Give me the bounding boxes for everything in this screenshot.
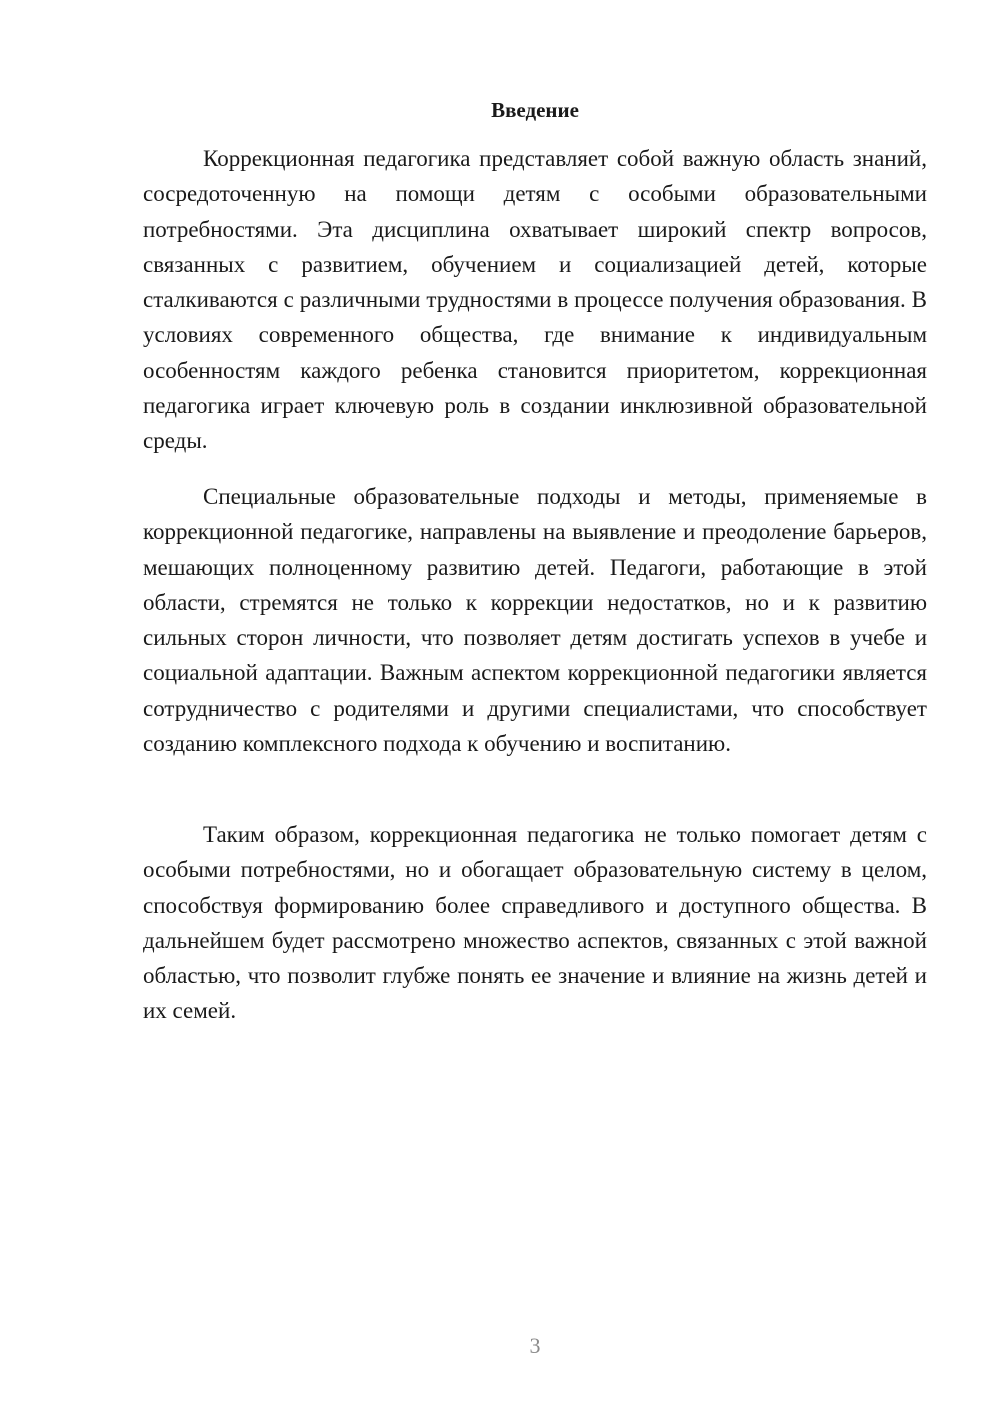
paragraph-methods: Специальные образовательные подходы и методы, применяемые в коррекционной педагогике, направлены на выявление и преодоление барьеров, мешающих полноценному развитию детей. Педагоги, работающие в этой области, стремятся не только к коррекции недостатков, но и к развитию сильных сторон личности, что позволяет детям достигать успехов в учебе и социальной адаптации. Важным аспектом коррекционной педагогики является сотрудничество с родителями и другими специалистами, что способствует созданию комплексного подхода к обучению и воспитанию. — [143, 484, 927, 757]
page-number: 3 — [529, 1333, 541, 1358]
paragraph-intro: Коррекционная педагогика представляет собой важную область знаний, сосредоточенную на помощи детям с особыми образовательными потребностями. Эта дисциплина охватывает широкий спектр вопросов, связанных с развитием, обучением и социализацией детей, которые сталкиваются с различными трудностями в процессе получения образования. В условиях современного общества, где внимание к индивидуальным особенностям каждого ребенка становится приоритетом, коррекционная педагогика играет ключевую роль в создании инклюзивной образовательной среды. — [143, 146, 927, 454]
section-title: Введение — [491, 98, 579, 122]
paragraph-conclusion: Таким образом, коррекционная педагогика не только помогает детям с особыми потребностями, но и обогащает образовательную систему в целом, способствуя формированию более справедливого и доступного общества. В дальнейшем будет рассмотрено множество аспектов, связанных с этой важной областью, что позволит глубже понять ее значение и влияние на жизнь детей и их семей. — [143, 822, 927, 1024]
